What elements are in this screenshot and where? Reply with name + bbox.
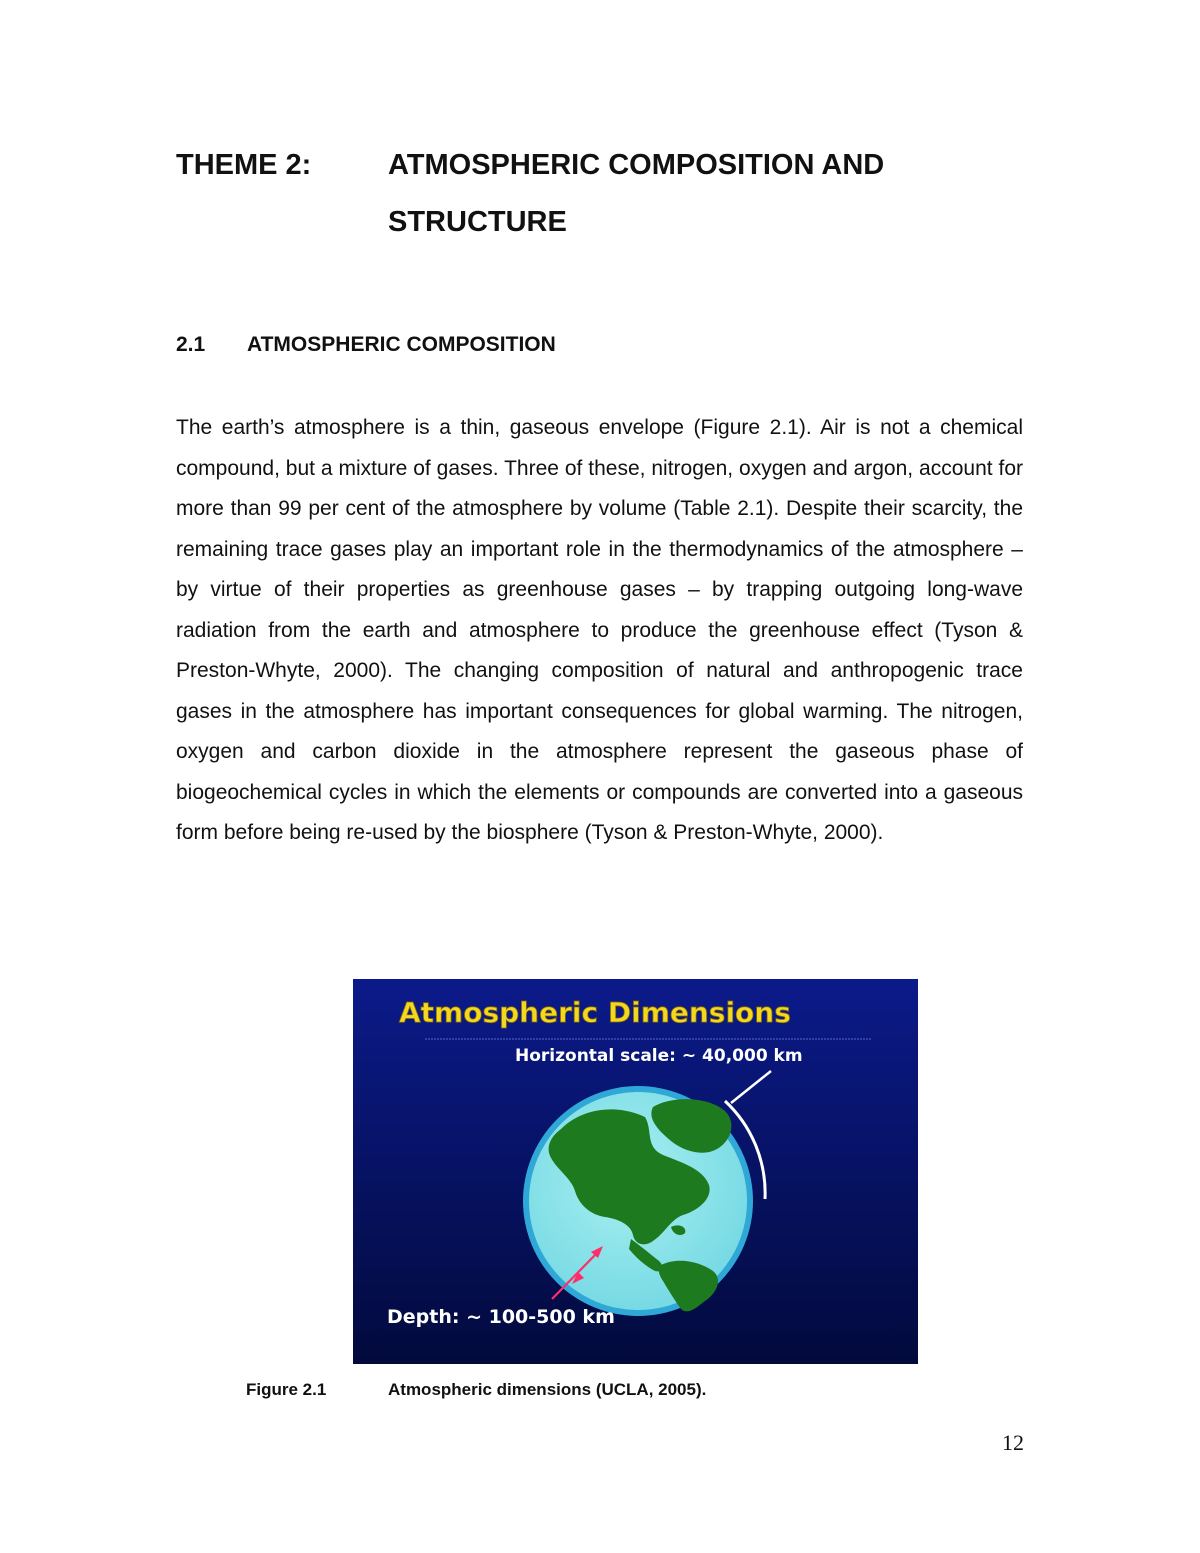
figure-caption-text: Atmospheric dimensions (UCLA, 2005). [388,1380,707,1399]
section-number: 2.1 [176,333,206,356]
horizontal-scale-label: Horizontal scale: ~ 40,000 km [515,1046,803,1066]
atmospheric-dimensions-figure [353,979,918,1364]
page-number: 12 [1002,1430,1024,1455]
depth-label: Depth: ~ 100-500 km [387,1306,615,1328]
figure-caption-label: Figure 2.1 [246,1380,327,1399]
body-paragraph: The earth’s atmosphere is a thin, gaseous envelope (Figure 2.1). Air is not a chemical compound, but a mixture of gases. Three of these, nitrogen, oxygen and argon, account for more than 99 per cent of the atmosphere by volume (Table 2.1). Despite their scarcity, the remaining trace gases play an important role in the thermodynamics of the atmosphere – by virtue of their properties as greenhouse gases – by trapping outgoing long-wave radiation from the earth and atmosphere to produce the greenhouse effect (Tyson & Preston-Whyte, 2000). The changing composition of natural and anthropogenic trace gases in the atmosphere has important consequences for global warming. The nitrogen, oxygen and carbon dioxide in the atmosphere represent the gaseous phase of biogeochemical cycles in which the elements or compounds are converted into a gaseous form before being re-used by the biosphere (Tyson & Preston-Whyte, 2000). [176,416,1023,844]
theme-title: ATMOSPHERIC COMPOSITION AND STRUCTURE [388,149,885,238]
section-title: ATMOSPHERIC COMPOSITION [247,333,556,356]
theme-label: THEME 2: [176,149,312,181]
figure-title: Atmospheric Dimensions [399,996,791,1029]
